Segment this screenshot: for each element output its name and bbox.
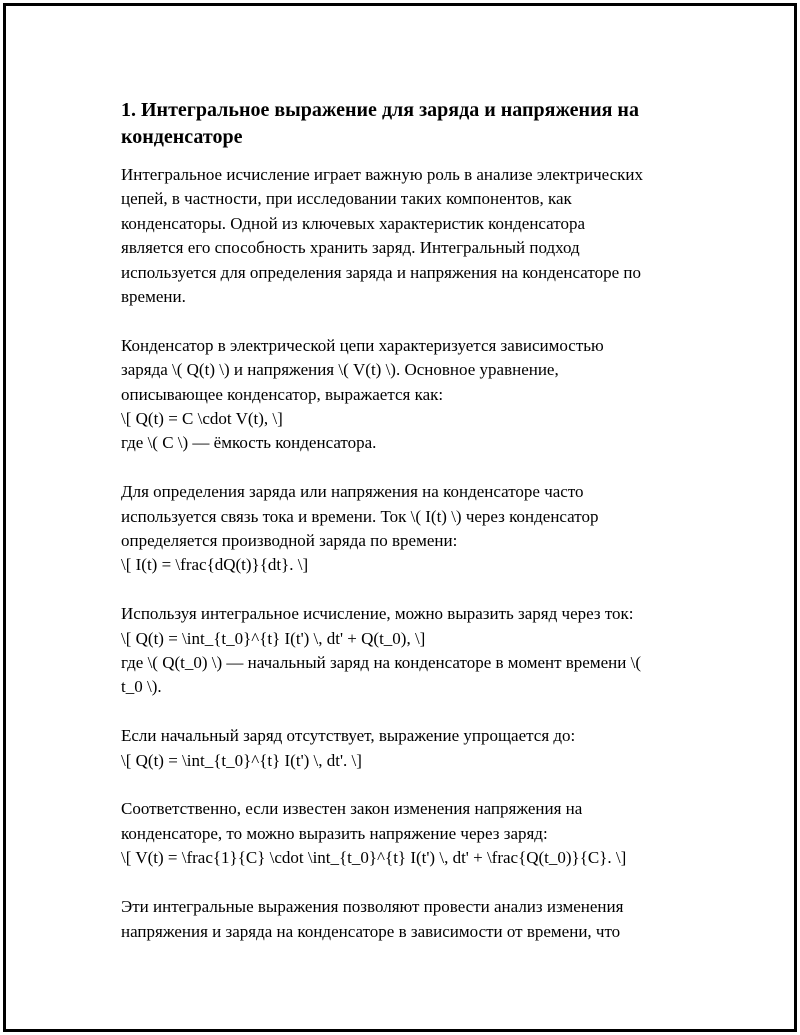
text-line: используется связь тока и времени. Ток \( I(t) \) через конденсатор (121, 506, 599, 526)
text-line: конденсаторе, то можно выразить напряжение через заряд: (121, 823, 548, 843)
paragraph-conclusion (121, 895, 701, 944)
text-line: Эти интегральные выражения позволяют провести анализ изменения (121, 897, 624, 917)
text-line: напряжения и заряда на конденсаторе в зависимости от времени, что (121, 921, 621, 941)
text-line: конденсаторы. Одной из ключевых характеристик конденсатора (121, 213, 586, 233)
text-line: где \( Q(t_0) \) — начальный заряд на конденсаторе в момент времени \( (121, 653, 641, 673)
formula-line: \[ Q(t) = \int_{t_0}^{t} I(t') \, dt'. \] (121, 750, 362, 770)
paragraph-intro (121, 163, 701, 309)
text-line: Интегральное исчисление играет важную роль в анализе электрических (121, 165, 644, 184)
text-line: Используя интегральное исчисление, можно выразить заряд через ток: (121, 604, 634, 624)
text-line: Конденсатор в электрической цепи характеризуется зависимостью (121, 335, 604, 355)
paragraph-charge-integral (121, 602, 701, 700)
text-line: используется для определения заряда и напряжения на конденсаторе по (121, 262, 641, 282)
formula-line: \[ V(t) = \frac{1}{C} \cdot \int_{t_0}^{t} I(t') \, dt' + \frac{Q(t_0)}{C}. \] (121, 848, 627, 868)
text-line: заряда \( Q(t) \) и напряжения \( V(t) \). Основное уравнение, (121, 360, 559, 380)
text-line: Соответственно, если известен закон изменения напряжения на (121, 799, 583, 819)
text-line: где \( C \) — ёмкость конденсатора. (121, 433, 377, 453)
heading-line: конденсаторе (121, 126, 243, 148)
formula-line: \[ Q(t) = \int_{t_0}^{t} I(t') \, dt' + Q(t_0), \] (121, 628, 426, 648)
text-line: является его способность хранить заряд. Интегральный подход (121, 238, 580, 258)
section-heading (121, 97, 701, 151)
text-line: Если начальный заряд отсутствует, выражение упрощается до: (121, 726, 576, 746)
formula-line: \[ Q(t) = C \cdot V(t), \] (121, 409, 283, 429)
paragraph-voltage-integral (121, 797, 701, 870)
heading-line: 1. Интегральное выражение для заряда и напряжения на (121, 99, 639, 121)
paragraph-zero-initial-charge (121, 724, 701, 773)
paragraph-capacitor-equation (121, 334, 701, 456)
text-line: цепей, в частности, при исследовании таких компонентов, как (121, 189, 572, 209)
paragraph-current-definition (121, 480, 701, 578)
text-line: определяется производной заряда по времени: (121, 531, 458, 551)
text-line: Для определения заряда или напряжения на конденсаторе часто (121, 482, 584, 502)
document-body (121, 97, 701, 968)
formula-line: \[ I(t) = \frac{dQ(t)}{dt}. \] (121, 555, 309, 575)
text-line: t_0 \). (121, 677, 162, 697)
text-line: времени. (121, 287, 186, 307)
text-line: описывающее конденсатор, выражается как: (121, 384, 444, 404)
page-frame (3, 3, 797, 1032)
